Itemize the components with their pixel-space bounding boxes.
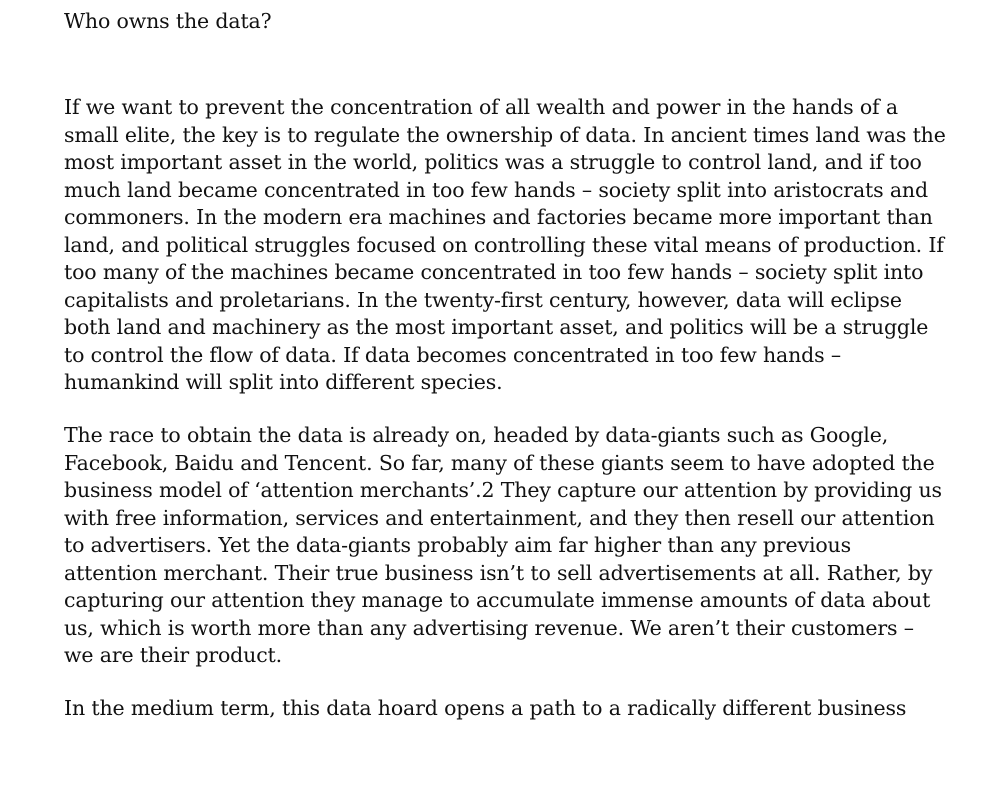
paragraph-line: humankind will split into different species. [64,370,503,394]
document-page [64,8,964,720]
paragraph-line: land, and political struggles focused on controlling these vital means of production. If [64,232,944,257]
paragraph-line: If we want to prevent the concentration of all wealth and power in the hands of a [64,95,898,119]
paragraph-line: to advertisers. Yet the data-giants probably aim far higher than any previous [64,533,851,557]
paragraph-line: with free information, services and entertainment, and they then resell our attention [64,505,935,530]
paragraph-line: The race to obtain the data is already on, headed by data-giants such as Google, [64,423,889,447]
paragraph-line: In the medium term, this data hoard opens a path to a radically different business [64,696,907,720]
paragraph-line: business model of ‘attention merchants’.2 They capture our attention by providing us [64,478,942,502]
paragraph-line: too many of the machines became concentrated in too few hands – society split into [64,260,924,284]
paragraph-line: much land became concentrated in too few hands – society split into aristocrats and [64,177,928,202]
paragraph-line: small elite, the key is to regulate the ownership of data. In ancient times land was the [64,122,946,147]
paragraph-1 [64,94,946,397]
paragraph-line: most important asset in the world, politics was a struggle to control land, and if too [64,150,922,174]
paragraph-line: capturing our attention they manage to accumulate immense amounts of data about [64,588,931,612]
paragraph-2 [64,422,942,670]
paragraph-line: us, which is worth more than any advertising revenue. We aren’t their customers – [64,615,914,640]
paragraph-line: to control the flow of data. If data becomes concentrated in too few hands – [64,342,841,367]
paragraph-line: commoners. In the modern era machines and factories became more important than [64,205,933,229]
document-title: Who owns the data? [64,9,272,33]
paragraph-3 [64,695,906,723]
paragraph-line: attention merchant. Their true business isn’t to sell advertisements at all. Rather, by [64,560,933,585]
paragraph-line: both land and machinery as the most important asset, and politics will be a struggle [64,315,929,339]
paragraph-line: capitalists and proletarians. In the twenty-first century, however, data will eclipse [64,287,902,312]
paragraph-line: we are their product. [64,643,282,667]
paragraph-line: Facebook, Baidu and Tencent. So far, many of these giants seem to have adopted the [64,450,935,475]
